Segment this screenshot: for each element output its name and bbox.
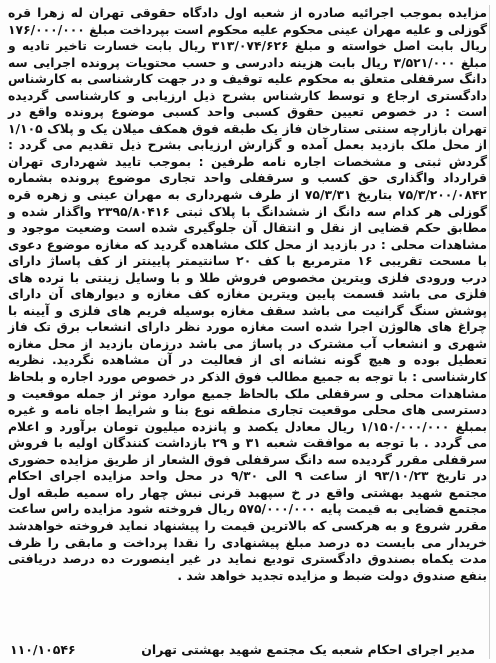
- auction-notice-body: مزایده بموجب اجرائیه صادره از شعبه اول دادگاه حقوقی تهران له زهرا قره گوزلی و علیه مهران عینی محکوم علیه محکوم است بپرداخت مبلغ ۱۷۶/۰۰۰/۰۰۰ ریال بابت اصل خواسته و مبلغ ۳۱۳/۰۷۴/۶۲۶ ریال بابت خسارت تاخیر تادیه و مبلغ ۳/۵۲۱/۰۰۰ ریال بابت هزینه دادرسی و حسب محتویات پرونده اجرایی سه دانگ سرقفلی متعلق به محکوم علیه توقیف و در جهت کارشناسی به کارشناس دادگستری ارجاع و توسط کارشناس بشرح ذیل ارزیابی و کارشناسی گردیده است : در خصوص تعیین حقوق کسبی واحد کسبی موضوع پرونده واقع در تهران بازارچه سنتی ستارخان فاز یک طبقه فوق همکف میلان یک و پلاک ۱/۱۰۵ از محل ملک بازدید بعمل آمده و گزارش ارزیابی بشرح ذیل تقدیم می گردد : گردش ثبتی و مشخصات اجاره نامه طرفین : بموجب تایید شهرداری تهران قرارداد واگذاری حق کسب و سرقفلی واحد تجاری موضوع پرونده بشماره ۷۵/۳/۲۰۰/۰۸۴۲ بتاریخ ۷۵/۳/۳۱ از طرف شهرداری به مهران عینی و زهره قره گوزلی هر کدام سه دانگ از ششدانگ با پلاک ثبتی ۲۳۹۵/۸۰۴۱۶ واگذار شده و مطابق حکم قضایی از نقل و انتقال آن جلوگیری شده است وضعیت موجود و مشاهدات محلی : در بازدید از محل کلک مشاهده گردید که مغازه موضوع دعوی با مسحت تقریبی ۱۶ مترمربع با کف ۲۰ سانتیمتر پایینتر از کف پاساژ دارای درب ورودی فلزی ویترین مخصوص فروش طلا و با وسایل زینتی با نرده های فلزی می باشد قسمت پایین ویترین مغازه کف مغازه و دیوارهای آن دارای پوشش سنگ گرانیت می باشد سقف مغازه بوسیله فریم های فلزی و آیینه با چراغ های هالوژن اجرا شده است مغازه مورد نظر دارای انشعاب برق تک فاز شهری و انشعاب آب مشترک در پاساژ می باشد درزمان بازدید از محل مغازه تعطیل بوده و هیچ گونه نشانه ای از فعالیت در آن مشاهده نگردید. نظریه کارشناسی : با توجه به جمیع مطالب فوق الذکر در خصوص مورد اجاره و بلحاظ مشاهدات محلی و سرقفلی ملک بالحاظ جمیع موارد موثر از جمله موقعیت و دسترسی های محلی موقعیت تجاری منطقه نوع بنا و شرایط اجاه نامه و غیره بمبلغ ۱/۱۵۰/۰۰۰/۰۰۰ ریال معادل یکصد و پانزده میلیون تومان برآورد و اعلام می گردد . با توجه به موافقت شعبه ۳۱ و ۲۹ بازداشت کنندگان اولیه با فروش سرقفلی مقرر گردیده سه دانگ سرقفلی فوق الشعار از طریق مزایده حضوری در تاریخ ۹۳/۱۰/۲۳ از ساعت ۹ الی ۹/۳۰ در محل واحد مزایده اجرای احکام مجتمع شهید بهشتی واقع در خ سپهبد قرنی نبش چهار راه سمیه طبقه اول مجتمع قضایی به قیمت پایه ۵۷۵/۰۰۰/۰۰۰ ریال فروخته شود مزایده راس ساعت مقرر شروع و به هرکسی که بالاترین قیمت را پیشنهاد نماید فروخته خواهدشد خریدار می بایست ده درصد مبلغ پیشنهادی را نقدا پرداخت و مابقی را ظرف مدت یکماه بصندوق دادگستری تودیع نماید در غیر اینصورت ده درصد دریافتی بنفع صندوق دولت ضبط و مزایده تجدید خواهد شد .: [8, 6, 488, 583]
- notice-footer: [6, 637, 489, 657]
- notice-frame: [6, 5, 490, 659]
- issuer-signature: مدیر اجرای احکام شعبه یک مجتمع شهید بهشتی تهران: [141, 642, 475, 657]
- notice-code: ۱۱۰/۱۰۵۴۶: [10, 642, 76, 657]
